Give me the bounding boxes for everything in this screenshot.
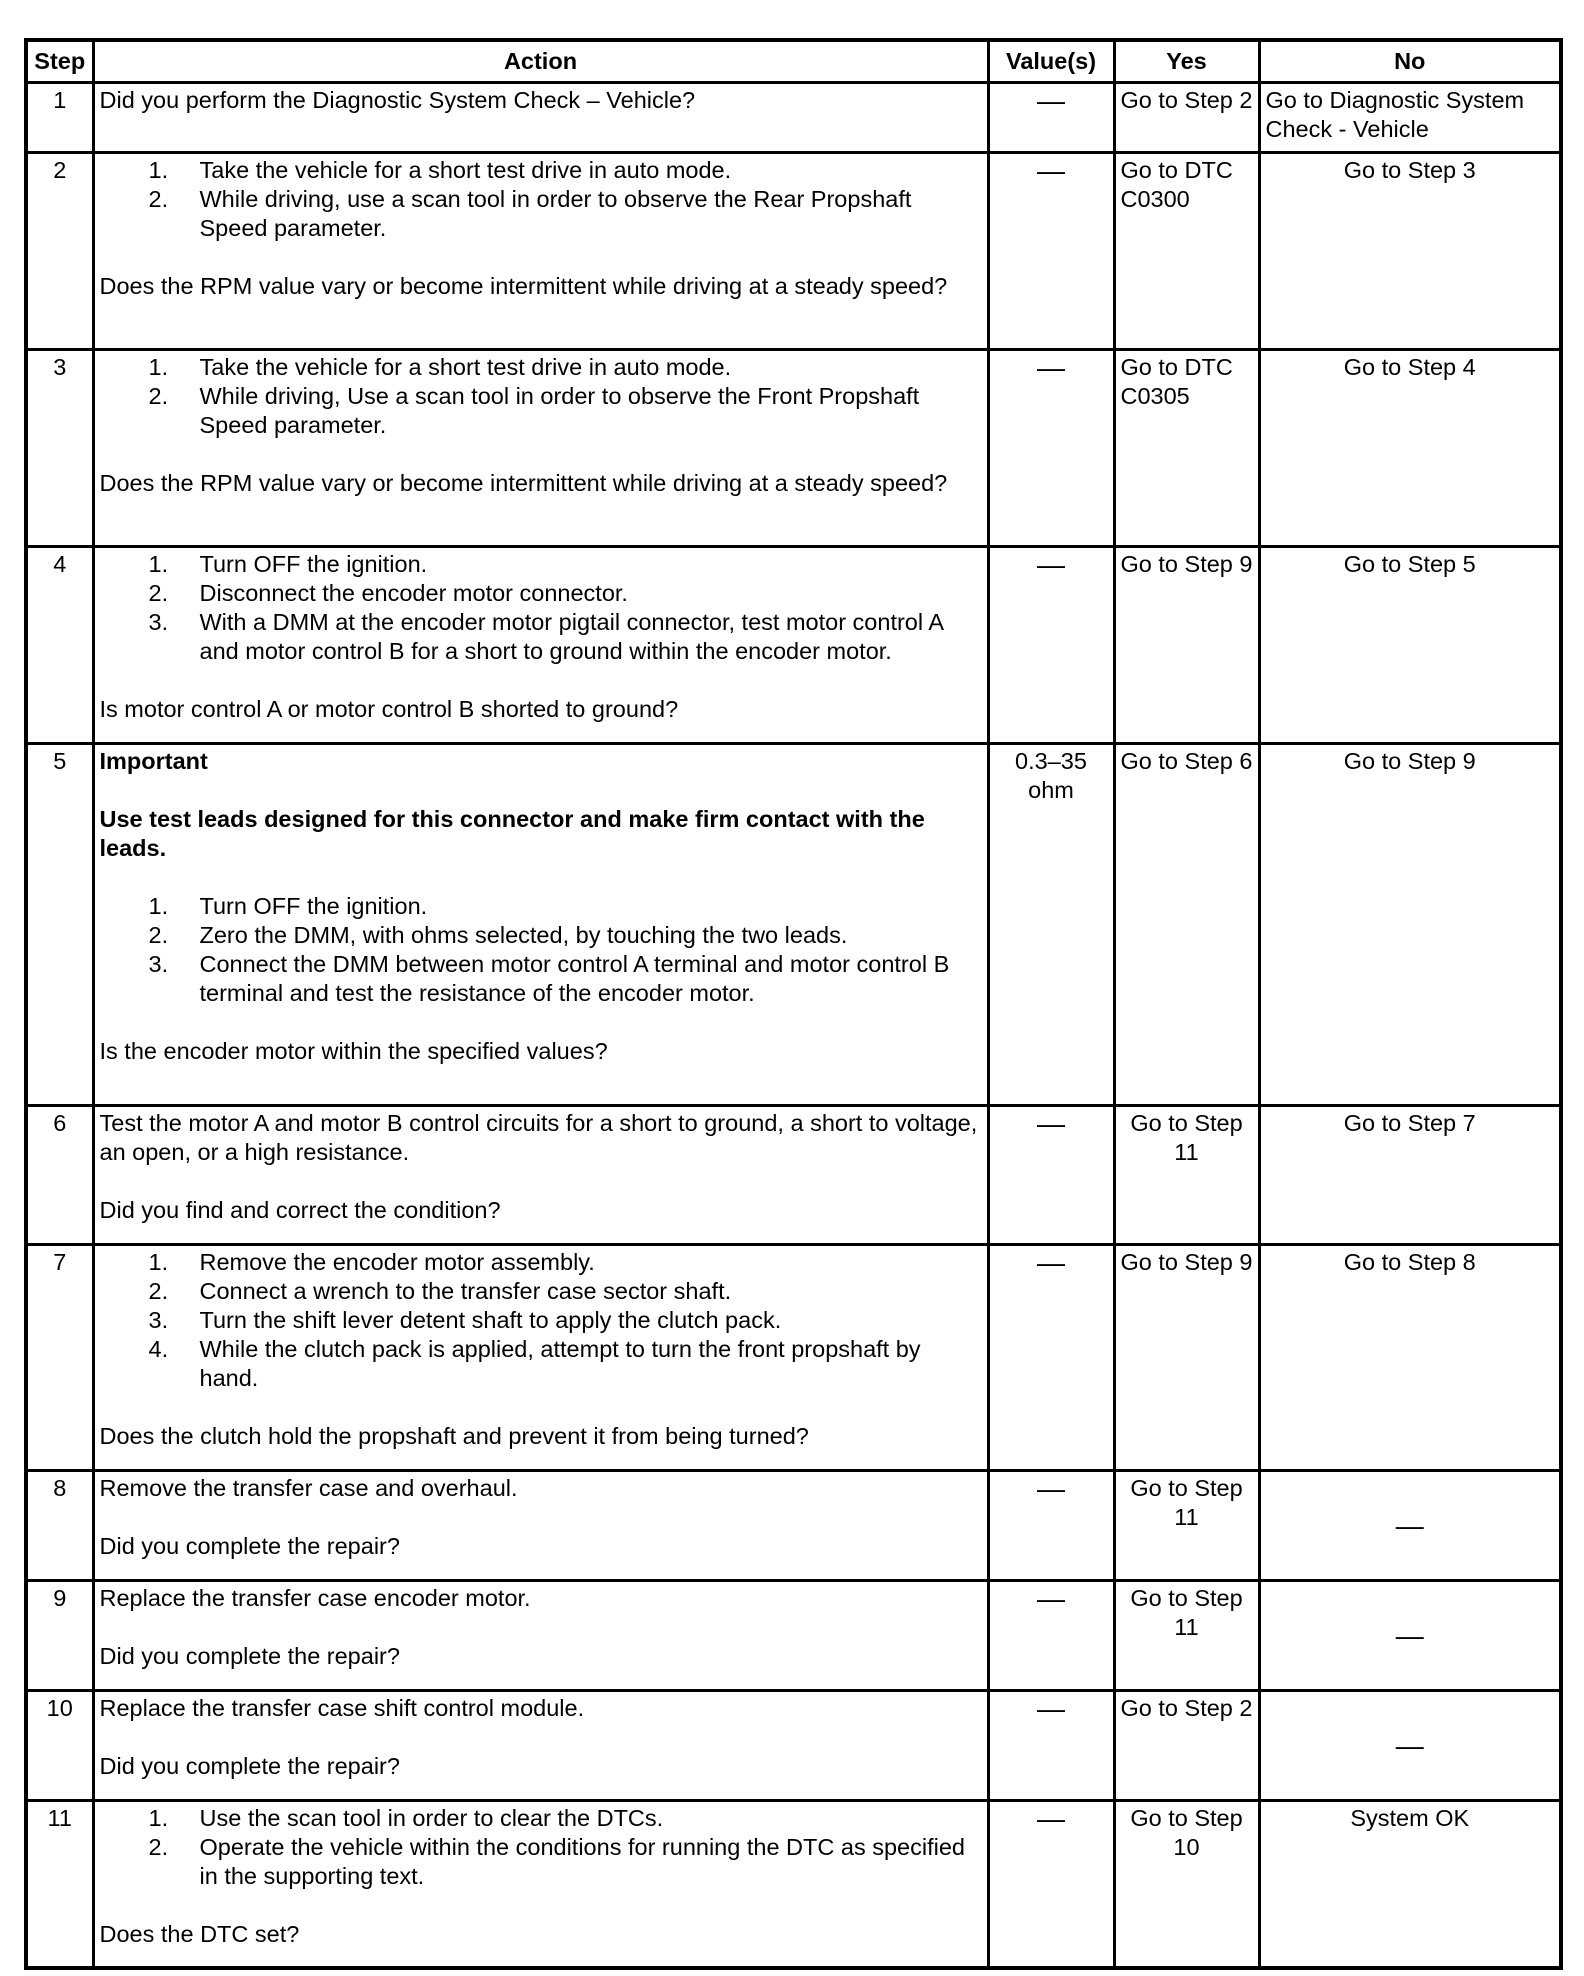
action-text: Replace the transfer case shift control module. — [99, 1694, 585, 1721]
no-cell: Go to Step 5 — [1259, 546, 1561, 743]
value-cell: — — [988, 82, 1114, 152]
step-number: 8 — [26, 1470, 93, 1580]
action-cell — [93, 1105, 988, 1244]
no-cell: Go to Step 9 — [1259, 743, 1561, 1105]
action-question: Is motor control A or motor control B shorted to ground? — [99, 695, 679, 722]
table-row — [26, 1470, 1561, 1580]
action-text: Remove the transfer case and overhaul. — [99, 1474, 518, 1501]
no-cell: Go to Step 4 — [1259, 349, 1561, 546]
list-item: 4. While the clutch pack is applied, attempt to turn the front propshaft by hand. — [148, 1335, 921, 1391]
table-row — [26, 1800, 1561, 1968]
step-number: 10 — [26, 1690, 93, 1800]
value-unit: ohm — [1028, 776, 1074, 803]
yes-cell: Go to Step 9 — [1114, 1244, 1259, 1470]
action-cell — [93, 1470, 988, 1580]
yes-cell: Go to DTC C0300 — [1114, 152, 1259, 349]
list-item: 2. Disconnect the encoder motor connector. — [148, 579, 628, 606]
yes-cell: Go to Step 9 — [1114, 546, 1259, 743]
table-row — [26, 1690, 1561, 1800]
action-question: Did you complete the repair? — [99, 1752, 400, 1779]
action-text: Replace the transfer case encoder motor. — [99, 1584, 531, 1611]
action-list — [100, 550, 982, 666]
action-cell — [93, 1690, 988, 1800]
action-cell — [93, 152, 988, 349]
value-cell — [988, 743, 1114, 1105]
no-cell: Go to Step 7 — [1259, 1105, 1561, 1244]
action-question: Did you complete the repair? — [99, 1642, 400, 1669]
action-question: Is the encoder motor within the specified values? — [99, 1037, 608, 1064]
table-row — [26, 546, 1561, 743]
yes-cell: Go to Step 10 — [1114, 1800, 1259, 1968]
header-values: Value(s) — [988, 40, 1114, 82]
action-question: Did you complete the repair? — [99, 1532, 400, 1559]
action-list — [100, 892, 982, 1008]
no-cell: — — [1259, 1470, 1561, 1580]
list-item: 3. Connect the DMM between motor control A terminal and motor control B terminal and test the resistance of the encoder motor. — [148, 950, 950, 1006]
step-number: 1 — [26, 82, 93, 152]
table-row — [26, 349, 1561, 546]
yes-cell: Go to Step 2 — [1114, 82, 1259, 152]
table-row — [26, 82, 1561, 152]
action-cell — [93, 1244, 988, 1470]
diagnostic-table — [24, 38, 1563, 1970]
header-step: Step — [26, 40, 93, 82]
action-text: Did you perform the Diagnostic System Check – Vehicle? — [99, 86, 696, 113]
step-number: 9 — [26, 1580, 93, 1690]
list-item: 2. While driving, Use a scan tool in order to observe the Front Propshaft Speed parameter. — [148, 382, 920, 438]
action-cell — [93, 546, 988, 743]
value-cell: — — [988, 1105, 1114, 1244]
value-cell: — — [988, 1800, 1114, 1968]
important-text: Use test leads designed for this connector and make firm contact with the leads. — [99, 805, 925, 861]
action-cell — [93, 1580, 988, 1690]
action-question: Does the RPM value vary or become intermittent while driving at a steady speed? — [99, 272, 948, 299]
no-cell: Go to Diagnostic System Check - Vehicle — [1259, 82, 1561, 152]
table-row — [26, 152, 1561, 349]
list-item: 3. With a DMM at the encoder motor pigtail connector, test motor control A and motor control B for a short to ground within the encoder motor. — [148, 608, 943, 664]
value-line: 0.3–35 — [1015, 747, 1087, 774]
list-item: 1. Take the vehicle for a short test drive in auto mode. — [148, 156, 732, 183]
step-number: 5 — [26, 743, 93, 1105]
list-item: 3. Turn the shift lever detent shaft to apply the clutch pack. — [148, 1306, 782, 1333]
value-cell: — — [988, 1244, 1114, 1470]
step-number: 11 — [26, 1800, 93, 1968]
step-number: 4 — [26, 546, 93, 743]
table-row — [26, 1244, 1561, 1470]
header-action: Action — [93, 40, 988, 82]
no-cell: Go to Step 8 — [1259, 1244, 1561, 1470]
step-number: 6 — [26, 1105, 93, 1244]
value-cell: — — [988, 1690, 1114, 1800]
action-question: Does the RPM value vary or become intermittent while driving at a steady speed? — [99, 469, 948, 496]
header-no: No — [1259, 40, 1561, 82]
action-list — [100, 1248, 982, 1393]
yes-cell: Go to Step 6 — [1114, 743, 1259, 1105]
value-cell: — — [988, 349, 1114, 546]
action-text: Test the motor A and motor B control circuits for a short to ground, a short to voltage, an open, or a high resistance. — [99, 1109, 978, 1165]
action-list — [100, 1804, 982, 1891]
value-cell: — — [988, 1470, 1114, 1580]
list-item: 1. Use the scan tool in order to clear the DTCs. — [148, 1804, 664, 1831]
yes-cell: Go to DTC C0305 — [1114, 349, 1259, 546]
list-item: 1. Take the vehicle for a short test drive in auto mode. — [148, 353, 732, 380]
value-cell: — — [988, 152, 1114, 349]
yes-cell: Go to Step 11 — [1114, 1580, 1259, 1690]
table-row — [26, 1580, 1561, 1690]
step-number: 3 — [26, 349, 93, 546]
step-number: 7 — [26, 1244, 93, 1470]
diagnostic-sheet — [24, 38, 1559, 1970]
action-question: Does the DTC set? — [99, 1920, 300, 1947]
action-question: Does the clutch hold the propshaft and prevent it from being turned? — [99, 1422, 809, 1449]
action-cell — [93, 82, 988, 152]
list-item: 2. Connect a wrench to the transfer case sector shaft. — [148, 1277, 732, 1304]
list-item: 2. Operate the vehicle within the conditions for running the DTC as specified in the supporting text. — [148, 1833, 965, 1889]
yes-cell: Go to Step 11 — [1114, 1470, 1259, 1580]
action-cell — [93, 743, 988, 1105]
important-title: Important — [99, 747, 208, 774]
list-item: 1. Remove the encoder motor assembly. — [148, 1248, 595, 1275]
list-item: 1. Turn OFF the ignition. — [148, 550, 428, 577]
table-row — [26, 743, 1561, 1105]
list-item: 2. While driving, use a scan tool in order to observe the Rear Propshaft Speed parameter. — [148, 185, 912, 241]
header-row — [26, 40, 1561, 82]
action-cell — [93, 1800, 988, 1968]
value-cell: — — [988, 546, 1114, 743]
no-cell: System OK — [1259, 1800, 1561, 1968]
action-cell — [93, 349, 988, 546]
no-cell: Go to Step 3 — [1259, 152, 1561, 349]
list-item: 1. Turn OFF the ignition. — [148, 892, 428, 919]
table-row — [26, 1105, 1561, 1244]
no-cell: — — [1259, 1580, 1561, 1690]
yes-cell: Go to Step 11 — [1114, 1105, 1259, 1244]
list-item: 2. Zero the DMM, with ohms selected, by touching the two leads. — [148, 921, 848, 948]
step-number: 2 — [26, 152, 93, 349]
yes-cell: Go to Step 2 — [1114, 1690, 1259, 1800]
header-yes: Yes — [1114, 40, 1259, 82]
value-cell: — — [988, 1580, 1114, 1690]
no-cell: — — [1259, 1690, 1561, 1800]
action-list — [100, 156, 982, 243]
action-list — [100, 353, 982, 440]
action-question: Did you find and correct the condition? — [99, 1196, 501, 1223]
